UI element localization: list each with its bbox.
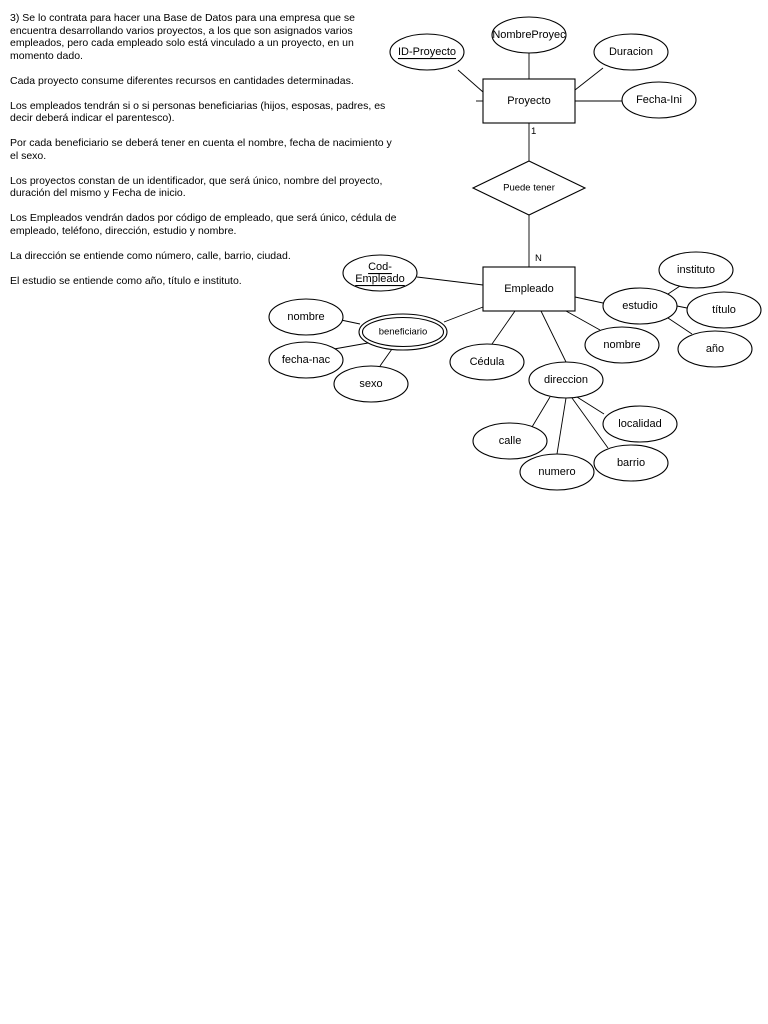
connector-direccion-calle (532, 397, 550, 427)
entity-empleado (483, 267, 575, 311)
attribute-barrio (594, 445, 668, 481)
attribute-calle (473, 423, 547, 459)
attribute-label: Cédula (469, 356, 505, 368)
connector-direccion-localidad (577, 397, 604, 414)
attribute-sexo (334, 366, 408, 402)
connector-proyecto-duracion (575, 68, 603, 90)
attribute-label: beneficiario (378, 326, 428, 338)
attribute-label: nombre (603, 339, 641, 351)
attribute-label: sexo (359, 378, 383, 390)
problem-paragraph: Los empleados tendrán si o si personas beneficiarias (hijos, esposas, padres, es decir deberá indicar el parentesco). (10, 99, 386, 124)
connector-direccion-numero (557, 398, 566, 454)
attribute-label: título (712, 304, 736, 316)
attribute-label: Duracion (608, 46, 654, 58)
relationship-puede_tener (473, 161, 585, 215)
connector-empleado-direccion (541, 311, 566, 362)
attribute-cod_empleado (343, 255, 417, 291)
connector-estudio-anio (668, 318, 692, 334)
attribute-label: localidad (618, 418, 662, 430)
attribute-label: ID-Proyecto (397, 46, 457, 58)
connector-beneficiario-fecha_nac (334, 343, 368, 349)
connector-empleado-cod_empleado (417, 277, 483, 285)
relationship-label: Puede tener (503, 182, 555, 194)
connector-beneficiario-nombre_benef (341, 320, 360, 324)
attribute-beneficiario (359, 314, 447, 350)
cardinality-label: 1 (531, 126, 537, 137)
attribute-nombre_emp (585, 327, 659, 363)
attribute-direccion (529, 362, 603, 398)
attribute-label: fecha-nac (281, 354, 331, 366)
attribute-nombre_proyecto (492, 17, 566, 53)
attribute-label: año (705, 343, 725, 355)
attribute-instituto (659, 252, 733, 288)
connector-estudio-titulo (677, 306, 687, 308)
diagram-nodes (269, 17, 761, 490)
problem-paragraph: Cada proyecto consume diferentes recursos en cantidades determinadas. (10, 74, 354, 87)
attribute-id_proyecto (390, 34, 464, 70)
attribute-label: NombreProyec (492, 29, 566, 41)
attribute-nombre_benef (269, 299, 343, 335)
connector-empleado-beneficiario (444, 307, 483, 322)
connector-estudio-instituto (668, 286, 680, 294)
attribute-anio (678, 331, 752, 367)
connector-empleado-cedula (492, 311, 515, 344)
problem-paragraph: El estudio se entiende como año, título e instituto. (10, 274, 242, 287)
connector-beneficiario-sexo (380, 349, 392, 366)
attribute-cedula (450, 344, 524, 380)
attribute-label: Fecha-Ini (636, 94, 682, 106)
entity-label: Empleado (504, 283, 554, 295)
connector-empleado-estudio (575, 297, 603, 303)
problem-paragraph: 3) Se lo contrata para hacer una Base de Datos para una empresa que se encuentra desarrollando varios proyectos, a los que son asignados varios empleados, pero cada empleado solo está vinculado a un proyecto, en un momento dado. (10, 12, 355, 62)
entity-proyecto (483, 79, 575, 123)
cardinality-label: N (535, 253, 542, 264)
problem-paragraph: Por cada beneficiario se deberá tener en cuenta el nombre, fecha de nacimiento y el sexo. (10, 137, 392, 162)
problem-paragraph: Los proyectos constan de un identificador, que será único, nombre del proyecto, duración del mismo y Fecha de inicio. (10, 174, 383, 199)
problem-paragraph: Los Empleados vendrán dados por código de empleado, que será único, cédula de empleado, teléfono, dirección, estudio y nombre. (10, 212, 397, 237)
attribute-fecha_nac (269, 342, 343, 378)
attribute-label: Cod- (368, 261, 392, 273)
attribute-numero (520, 454, 594, 490)
attribute-label: calle (498, 435, 522, 447)
problem-paragraph: La dirección se entiende como número, calle, barrio, ciudad. (10, 249, 291, 262)
attribute-estudio (603, 288, 677, 324)
attribute-label: barrio (616, 457, 646, 469)
attribute-duracion (594, 34, 668, 70)
attribute-label: nombre (287, 311, 325, 323)
attribute-fecha_ini (622, 82, 696, 118)
connector-proyecto-id_proyecto (458, 70, 483, 92)
entity-label: Proyecto (507, 95, 551, 107)
attribute-label: Empleado (355, 273, 405, 285)
connector-empleado-nombre_emp (566, 311, 600, 330)
attribute-localidad (603, 406, 677, 442)
attribute-label: direccion (543, 374, 589, 386)
attribute-label: numero (538, 466, 576, 478)
attribute-label: estudio (622, 300, 658, 312)
attribute-titulo (687, 292, 761, 328)
attribute-label: instituto (677, 264, 715, 276)
